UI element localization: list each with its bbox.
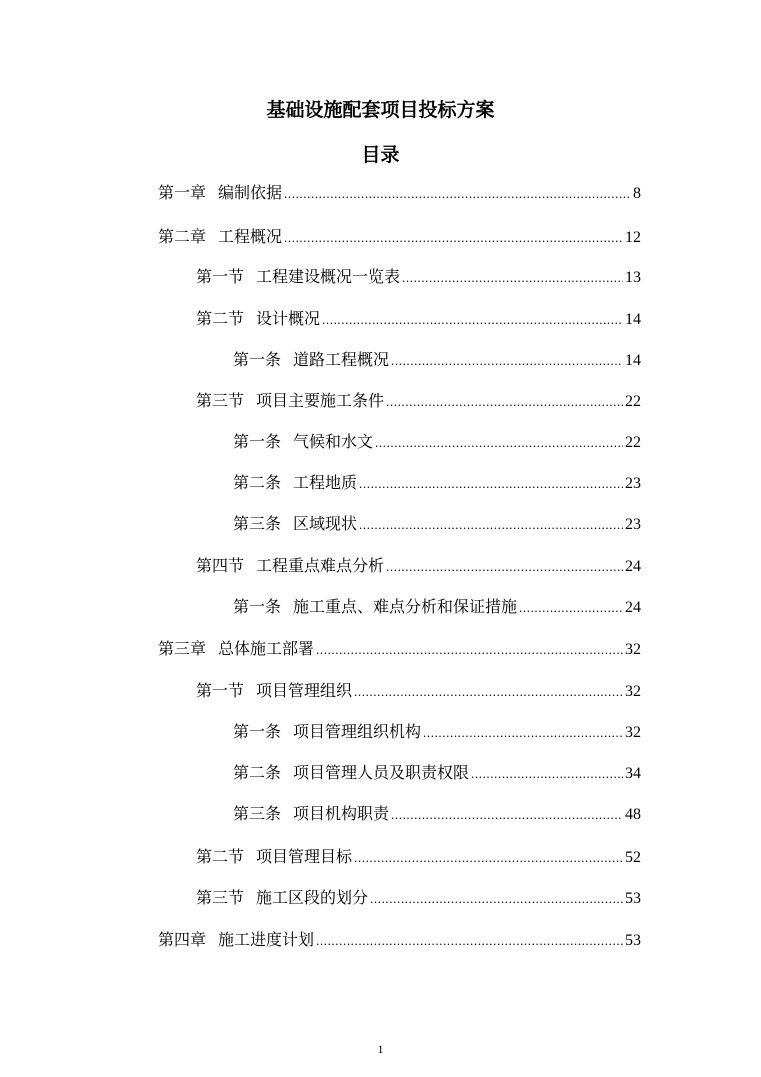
toc-entry-number: 第二节 — [196, 847, 245, 866]
toc-entry-page: 52 — [625, 849, 641, 866]
toc-entry-page: 53 — [625, 932, 641, 949]
toc-entry-page: 14 — [625, 352, 641, 369]
toc-entry-title: 编制依据 — [218, 183, 283, 202]
toc-entry[interactable] — [196, 389, 641, 413]
toc-entry-number: 第二条 — [233, 763, 282, 782]
dot-leader — [386, 390, 623, 414]
toc-entry-number: 第一条 — [233, 597, 282, 616]
toc-entry-page: 12 — [625, 229, 641, 246]
toc-entry-title: 区域现状 — [293, 514, 358, 533]
toc-entry[interactable] — [158, 637, 641, 661]
toc-entry-number: 第四节 — [196, 556, 245, 575]
dot-leader — [354, 680, 623, 704]
toc-entry-number: 第一节 — [196, 681, 245, 700]
dot-leader — [391, 349, 623, 373]
toc-entry-number: 第三节 — [196, 888, 245, 907]
toc-entry[interactable] — [233, 761, 641, 785]
dot-leader — [284, 182, 631, 206]
page-number: 1 — [377, 1042, 384, 1056]
toc-entry-title: 项目机构职责 — [293, 804, 390, 823]
toc-entry-number: 第三条 — [233, 514, 282, 533]
toc-entry-title: 工程概况 — [218, 227, 283, 246]
dot-leader — [316, 638, 623, 662]
toc-entry-title: 施工重点、难点分析和保证措施 — [293, 597, 518, 616]
toc-entry-title: 工程地质 — [293, 473, 358, 492]
toc-entry-title: 道路工程概况 — [293, 350, 390, 369]
toc-entry[interactable] — [233, 802, 641, 826]
toc-entry[interactable] — [196, 265, 641, 289]
toc-entry-title: 项目管理组织机构 — [293, 722, 422, 741]
toc-entry-page: 22 — [625, 393, 641, 410]
toc-entry-number: 第一条 — [233, 432, 282, 451]
dot-leader — [471, 762, 623, 786]
dot-leader — [284, 226, 623, 250]
toc-entry-page: 53 — [625, 890, 641, 907]
document-title: 基础设施配套项目投标方案 — [266, 99, 495, 121]
dot-leader — [391, 803, 623, 827]
dot-leader — [316, 929, 623, 953]
toc-entry-page: 32 — [625, 641, 641, 658]
toc-entry[interactable] — [196, 679, 641, 703]
dot-leader — [386, 555, 623, 579]
toc-entry-title: 总体施工部署 — [218, 639, 315, 658]
toc-entry-title: 施工进度计划 — [218, 930, 315, 949]
toc-entry-number: 第二节 — [196, 309, 245, 328]
toc-entry[interactable] — [233, 595, 641, 619]
toc-entry-number: 第一条 — [233, 350, 282, 369]
toc-entry[interactable] — [233, 512, 641, 536]
toc-entry-title: 气候和水文 — [293, 432, 374, 451]
toc-entry-number: 第三节 — [196, 391, 245, 410]
dot-leader — [322, 308, 623, 332]
toc-entry-number: 第二章 — [158, 227, 207, 246]
toc-entry[interactable] — [158, 928, 641, 952]
toc-entry[interactable] — [233, 348, 641, 372]
toc-entry-number: 第一章 — [158, 183, 207, 202]
toc-entry-page: 32 — [625, 724, 641, 741]
toc-entry-page: 23 — [625, 516, 641, 533]
toc-entry[interactable] — [196, 886, 641, 910]
toc-entry[interactable] — [158, 181, 641, 205]
toc-entry-page: 24 — [625, 558, 641, 575]
toc-entry-number: 第三条 — [233, 804, 282, 823]
toc-entry-title: 项目管理人员及职责权限 — [293, 763, 470, 782]
toc-entry-page: 32 — [625, 683, 641, 700]
toc-entry-title: 设计概况 — [256, 309, 321, 328]
toc-entry-page: 23 — [625, 475, 641, 492]
toc-entry-page: 22 — [625, 434, 641, 451]
toc-entry[interactable] — [196, 845, 641, 869]
toc-entry-page: 14 — [625, 311, 641, 328]
toc-entry-page: 48 — [625, 806, 641, 823]
toc-entry-title: 项目管理目标 — [256, 847, 353, 866]
toc-heading: 目录 — [361, 144, 400, 166]
toc-entry[interactable] — [233, 720, 641, 744]
dot-leader — [402, 266, 623, 290]
toc-entry-page: 24 — [625, 599, 641, 616]
toc-entry[interactable] — [158, 225, 641, 249]
toc-entry[interactable] — [233, 430, 641, 454]
toc-entry[interactable] — [233, 471, 641, 495]
toc-entry-title: 施工区段的划分 — [256, 888, 369, 907]
toc-entry-number: 第一节 — [196, 267, 245, 286]
toc-entry-number: 第三章 — [158, 639, 207, 658]
toc-entry-number: 第四章 — [158, 930, 207, 949]
toc-entry-page: 34 — [625, 765, 641, 782]
dot-leader — [375, 431, 623, 455]
dot-leader — [354, 846, 623, 870]
dot-leader — [370, 887, 623, 911]
toc-entry-title: 项目管理组织 — [256, 681, 353, 700]
toc-entry-number: 第一条 — [233, 722, 282, 741]
toc-entry-page: 8 — [633, 185, 641, 202]
toc-entry-number: 第二条 — [233, 473, 282, 492]
toc-entry-title: 工程重点难点分析 — [256, 556, 385, 575]
dot-leader — [359, 472, 623, 496]
dot-leader — [359, 513, 623, 537]
toc-entry[interactable] — [196, 554, 641, 578]
toc-entry-title: 工程建设概况一览表 — [256, 267, 401, 286]
dot-leader — [423, 721, 623, 745]
toc-entry[interactable] — [196, 307, 641, 331]
toc-entry-title: 项目主要施工条件 — [256, 391, 385, 410]
toc-entry-page: 13 — [625, 269, 641, 286]
dot-leader — [519, 596, 623, 620]
